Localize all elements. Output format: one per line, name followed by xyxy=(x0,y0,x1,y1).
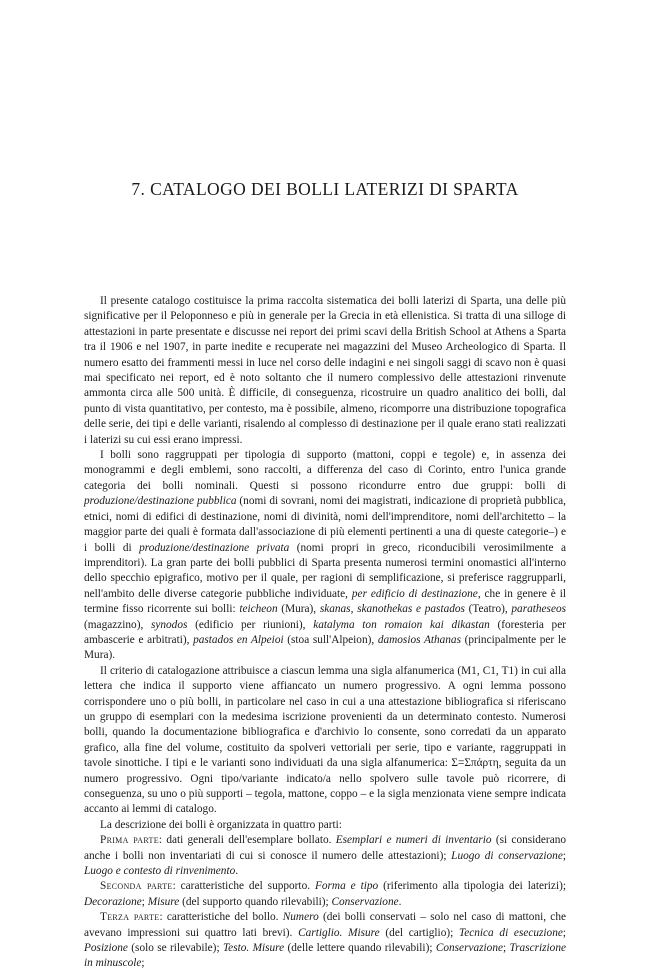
text-run: ; xyxy=(141,895,148,908)
text-run: (delle lettere quando rilevabili); xyxy=(284,942,436,955)
italic-term: Luogo di conservazione xyxy=(451,849,563,862)
italic-term: paratheseos xyxy=(511,603,567,616)
text-run: Il criterio di catalogazione attribuisce a ciascun lemma una sigla alfanumerica (M1, C1, T1) in cui alla lettera che indica il supporto viene affiancato un numero progressivo. A ogni lemma possono corrispondere uno o più bolli, in particolare nel caso in cui a una attestazione bibliografica si riferiscano un gruppo di esemplari con la medesima iscrizione provenienti da un determinato contesto. Numerosi bolli, quando la documentazione bibliografica e d'archivio lo consente, sono corredati da un apparato grafico, alla fine del volume, costituito da spolveri vettoriali per serie, tipo e variante, raggruppati in tavole sinottiche. I tipi e le varianti sono individuati da una sigla alfanumerica: Σ=Σπάρτη, seguita da un numero progressivo. Ogni tipo/variante indicato/a nello spolvero sulle tavole può ricorrere, di conseguenza, su uno o più supporti – tegola, mattone, coppo – e la sigla menzionata viene sempre indicata accanto ai lemmi di catalogo. xyxy=(84,664,566,816)
section-label: Terza parte xyxy=(100,911,160,924)
italic-term: per edificio di destinazione xyxy=(351,587,478,600)
italic-term: Conservazione xyxy=(331,895,399,908)
italic-term: Misure xyxy=(147,895,180,908)
text-run: (foresteria per ambascerie e arbitrati), xyxy=(84,618,566,646)
italic-term: Conservazione xyxy=(435,942,503,955)
italic-term: Esemplari e numeri di inventario xyxy=(335,834,492,847)
italic-term: Posizione xyxy=(84,942,128,955)
text-run: (del cartiglio); xyxy=(379,926,459,939)
text-run: ; xyxy=(141,957,145,970)
text-run: : caratteristiche del bollo. xyxy=(159,911,283,924)
italic-term: Numero xyxy=(282,911,319,924)
body-paragraph xyxy=(84,879,566,910)
body-paragraph xyxy=(84,910,566,972)
text-run: (Mura), xyxy=(277,603,320,616)
body-paragraph xyxy=(84,294,566,448)
text-run: (del supporto quando rilevabili); xyxy=(179,895,332,908)
italic-term: damosios Athanas xyxy=(377,633,461,646)
text-run: (nomi di sovrani, nomi dei magistrati, indicazione di proprietà pubblica, etnici, nomi di edifici di destinazione, nomi di divinità, nomi dell'imprenditore, nomi dell'architetto – la maggior parte dei quali è formata dall'associazione di più elementi pertinenti a una di queste categorie–) e i bolli di xyxy=(84,495,566,554)
italic-term: Cartiglio. Misure xyxy=(298,926,380,939)
body-paragraph xyxy=(84,818,566,833)
italic-term: Tecnica di esecuzione xyxy=(458,926,563,939)
text-run: (solo se rilevabile); xyxy=(127,942,223,955)
italic-term: Trascrizione in minuscole xyxy=(84,942,566,970)
body-paragraph xyxy=(84,448,566,664)
text-run: , che in genere è il termine fisso ricorrente sui bolli: xyxy=(84,587,566,616)
text-run: (stoa sull'Alpeion), xyxy=(283,633,378,646)
text-run: (nomi propri in greco, riconducibili verosimilmente a imprenditori). La gran parte dei bolli pubblici di Sparta presenta numerosi termini onomastici all'interno dello specchio epigrafico, motivo per il quale, per ragioni di semplificazione, si preferisce raggrupparli, nell'ambito delle diverse categorie pubbliche individuate, xyxy=(84,541,566,600)
text-run: (Teatro), xyxy=(464,603,512,616)
italic-term: Testo. Misure xyxy=(222,942,285,955)
italic-term: synodos xyxy=(150,618,188,631)
text-run: (principalmente per le Mura). xyxy=(84,633,566,662)
chapter-title: 7. CATALOGO DEI BOLLI LATERIZI DI SPARTA xyxy=(131,179,519,199)
text-run: . xyxy=(235,865,239,878)
text-run: La descrizione dei bolli è organizzata in quattro parti: xyxy=(100,818,342,831)
body-paragraph xyxy=(84,833,566,879)
text-run: : dati generali dell'esemplare bollato. xyxy=(158,834,336,847)
italic-term: Forma e tipo xyxy=(314,880,379,893)
chapter-body xyxy=(84,294,566,972)
text-run: ; xyxy=(562,849,566,862)
text-run: I bolli sono raggruppati per tipologia di supporto (mattoni, coppi e tegole) e, in assenza dei monogrammi e degli emblemi, sono raccolti, a differenza del caso di Corinto, entro l'unica grande categoria dei bolli nominali. Questi si possono ricondurre entro due gruppi: bolli di xyxy=(84,449,566,492)
italic-term: skanas, skanothekas e pastados xyxy=(319,603,465,616)
italic-term: Decorazione xyxy=(84,895,142,908)
italic-term: katalyma ton romaion kai dikastan xyxy=(313,618,490,631)
text-run: (si considerano anche i bolli non inventariati di cui si conosce il numero delle attestazioni); xyxy=(84,834,567,862)
section-label: Seconda parte xyxy=(100,880,173,893)
italic-term: teicheon xyxy=(239,603,278,616)
text-run: Il presente catalogo costituisce la prima raccolta sistematica dei bolli laterizi di Sparta, una delle più significative per il Peloponneso e più in generale per la Grecia in età ellenistica. Si tratta di una silloge di attestazioni in parte presentate e discusse nei report dei primi scavi della British School at Athens a Sparta tra il 1906 e nel 1907, in parte inedite e recuperate nei magazzini del Museo Archeologico di Sparta. Il numero esatto dei frammenti messi in luce nel corso delle indagini e nei singoli saggi di scavo non è quasi mai specificato nei report, ed è noto soltanto che il numero complessivo delle attestazioni rinvenute ammonta circa alle 500 unità. È difficile, di conseguenza, ricostruire un quadro analitico dei bolli, dal punto di vista quantitativo, per contesto, ma è possibile, almeno, ricomporre una distribuzione topografica delle serie, dei tipi e delle varianti, risalendo al complesso di destinazione per il quale erano stati realizzati i laterizi su cui essi erano impressi. xyxy=(84,295,566,446)
text-run: (dei bolli conservati – solo nel caso di mattoni, che avevano impressioni sui quattro lati brevi). xyxy=(84,911,566,939)
text-run: ; xyxy=(562,926,567,939)
text-run: (magazzino), xyxy=(84,618,151,631)
text-run: : caratteristiche del supporto. xyxy=(172,880,315,893)
italic-term: pastados en Alpeioi xyxy=(193,633,284,646)
text-run: (riferimento alla tipologia dei laterizi); xyxy=(378,880,566,893)
italic-term: produzione/destinazione privata xyxy=(139,541,290,554)
text-run: (edificio per riunioni), xyxy=(187,618,314,631)
text-run: . xyxy=(398,895,402,908)
italic-term: produzione/destinazione pubblica xyxy=(84,495,237,508)
text-run: ; xyxy=(502,942,510,955)
body-paragraph xyxy=(84,664,566,818)
italic-term: Luogo e contesto di rinvenimento xyxy=(84,865,236,878)
section-label: Prima parte xyxy=(100,834,159,847)
